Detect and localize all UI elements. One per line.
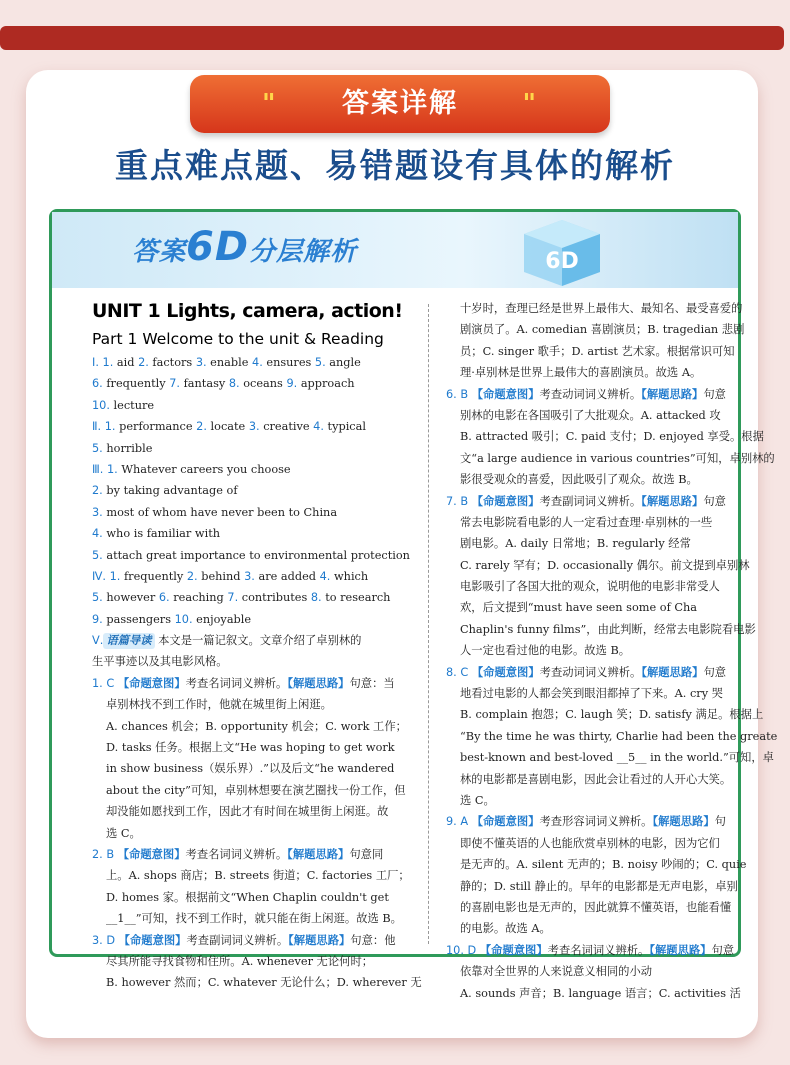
right-explanations <box>446 298 778 1004</box>
explanation-line: 尽其所能寻找食物和住所。A. whenever 无论何时； <box>106 954 374 968</box>
item-number: 5. <box>92 548 103 562</box>
document-header-title <box>132 224 357 270</box>
item-number: 8. <box>228 377 240 391</box>
explanation-line: 地看过电影的人都会笑到眼泪都掉了下来。A. cry 哭 <box>460 687 723 701</box>
item-answer: performance <box>115 420 197 434</box>
item-answer: approach <box>297 377 355 391</box>
answer-line <box>92 480 418 501</box>
item-answer: fantasy <box>180 377 229 391</box>
column-divider <box>428 304 429 944</box>
left-column <box>92 298 422 994</box>
explanation-line: D. tasks 任务。根据上文“He was hoping to get work <box>106 741 395 755</box>
quote-right-icon: " <box>522 89 538 119</box>
explanation-line: 电影吸引了各国大批的观众，说明他的电影非常受人 <box>460 580 720 594</box>
item-answer: frequently <box>102 377 170 391</box>
item-answer: however <box>102 591 159 605</box>
headline: 重点难点题、易错题设有具体的解析 <box>115 146 675 185</box>
item-answer: typical <box>323 420 366 434</box>
item-answer: horrible <box>102 441 153 455</box>
intent-tag: 【命题意图】 <box>471 665 540 679</box>
reading-guide-cont: 生平事迹以及其电影风格。 <box>92 655 228 669</box>
item-number: Ⅰ. 1. <box>92 356 114 369</box>
item-number: 1. C <box>92 676 118 690</box>
explanation-line: B. however 然而；C. whatever 无论什么；D. wherever 无 <box>106 976 422 990</box>
explanation-line: 剧电影。A. daily 日常地；B. regularly 经常 <box>460 537 691 551</box>
intent-tag: 【命题意图】 <box>471 494 540 508</box>
item-answer: behind <box>197 569 245 583</box>
cube-label: 6D <box>545 249 579 274</box>
item-answer: enable <box>206 356 253 369</box>
item-number: 2. <box>196 420 207 434</box>
part-title: Part 1 Welcome to the unit & Reading <box>92 330 384 348</box>
explanation-line: in show business（娱乐界）.”以及后文“he wandered <box>106 762 395 776</box>
item-number: Ⅲ. 1. <box>92 462 118 476</box>
answer-line <box>92 438 418 459</box>
item-number: 2. <box>186 569 198 583</box>
explanation-text: 考查名词词义辨析。 <box>185 847 288 861</box>
item-answer: most of whom have never been to China <box>102 505 338 519</box>
item-answer: creative <box>259 420 314 434</box>
item-number: 7. <box>169 377 181 391</box>
item-number: 6. <box>92 377 103 391</box>
intent-tag: 【命题意图】 <box>471 387 540 401</box>
explanation-head <box>446 662 738 683</box>
left-explanations <box>92 673 422 994</box>
item-answer: passengers <box>102 612 175 626</box>
answer-line <box>92 416 418 437</box>
explanation-head <box>446 940 738 961</box>
explanation-head <box>92 930 418 951</box>
explanation-line: 十岁时，查理已经是世界上最伟大、最知名、最受喜爱的 <box>460 302 743 315</box>
explanation-line: 剧演员了。A. comedian 喜剧演员；B. tragedian 悲剧 <box>460 323 745 337</box>
explanation-line: best-known and best-loved __5__ in the world.”可知，卓 <box>460 751 774 765</box>
item-answer: enjoyable <box>192 612 252 626</box>
item-number: 4. <box>313 420 324 434</box>
idea-tag: 【解题思路】 <box>641 387 704 401</box>
explanation-text: 考查名词词义辨析。 <box>547 943 650 957</box>
explanation-text: 句意 <box>711 943 735 957</box>
intent-tag: 【命题意图】 <box>118 933 187 947</box>
item-answer: angle <box>325 356 361 369</box>
answer-line <box>92 523 418 544</box>
quote-left-icon: " <box>262 89 278 119</box>
unit-title: UNIT 1 Lights, camera, action! <box>92 300 403 322</box>
reading-guide-text: 本文是一篇记叙文。文章介绍了卓别林的 <box>154 634 362 648</box>
item-answer: factors <box>148 356 196 369</box>
explanation-text: 考查动词词义辨析。 <box>539 387 642 401</box>
explanation-text: 句意：他 <box>350 933 396 947</box>
explanation-text: 句意 <box>703 494 726 508</box>
explanation-text: 句意 <box>703 387 726 401</box>
header-title-post: 分层解析 <box>249 237 358 267</box>
idea-tag: 【解题思路】 <box>288 933 351 947</box>
explanation-text: 考查动词词义辨析。 <box>539 665 642 679</box>
explanation-text: 考查副词词义辨析。 <box>186 933 289 947</box>
idea-tag: 【解题思路】 <box>652 815 715 829</box>
explanation-line: C. rarely 罕有；D. occasionally 偶尔。前文提到卓别林 <box>460 558 750 572</box>
item-number: 5. <box>92 441 103 455</box>
item-answer: oceans <box>239 377 287 391</box>
item-answer: which <box>330 569 369 583</box>
item-number: 3. <box>244 569 255 583</box>
reading-guide-tag: 语篇导读 <box>103 633 154 649</box>
right-column <box>446 298 778 1004</box>
header-title-big: 6D <box>186 224 250 270</box>
explanation-line: 静的；D. still 静止的。早年的电影都是无声电影，卓别 <box>460 879 738 893</box>
explanation-line: A. sounds 声音；B. language 语言；C. activities 活 <box>460 986 741 1000</box>
idea-tag: 【解题思路】 <box>641 665 704 679</box>
answer-line <box>92 373 418 394</box>
explanation-line: A. chances 机会；B. opportunity 机会；C. work 工作； <box>106 719 407 733</box>
explanation-line: 选 C。 <box>106 826 141 840</box>
explanation-line: D. homes 家。根据前文“When Chaplin couldn't get <box>106 890 389 904</box>
explanation-line: B. complain 抱怨；C. laugh 笑；D. satisfy 满足。根据上 <box>460 708 764 722</box>
intent-tag: 【命题意图】 <box>117 676 186 690</box>
explanation-line: 的喜剧电影也是无声的，因此就算不懂英语，也能看懂 <box>460 900 732 914</box>
explanation-line: __1__”可知，找不到工作时，就只能在街上闲逛。故选 B。 <box>106 912 402 926</box>
answer-line <box>92 587 418 608</box>
explanation-text: 考查名词词义辨析。 <box>185 676 288 690</box>
explanation-text: 句意 <box>703 665 727 679</box>
explanation-line: 人一定也看过他的电影。故选 B。 <box>460 644 631 658</box>
item-answer: who is familiar with <box>102 527 221 541</box>
item-answer: to research <box>321 591 391 605</box>
item-number: 3. D <box>92 933 119 947</box>
item-answer: contributes <box>238 591 311 605</box>
answer-lines <box>92 352 418 630</box>
item-number: 3. <box>195 356 207 369</box>
item-number: 9. A <box>446 815 472 829</box>
explanation-head <box>92 673 418 694</box>
item-number: 10. D <box>446 943 480 957</box>
explanation-head <box>446 811 738 832</box>
item-number: 9. <box>92 612 103 626</box>
item-number: 7. B <box>446 494 472 508</box>
item-answer: locate <box>206 420 249 434</box>
item-number: 8. C <box>446 665 472 679</box>
explanation-line: 林的电影都是喜剧电影，因此会让看过的人开心大笑。 <box>460 772 732 786</box>
intent-tag: 【命题意图】 <box>471 815 540 829</box>
answer-line <box>92 352 418 373</box>
idea-tag: 【解题思路】 <box>641 494 704 508</box>
explanation-line: 选 C。 <box>460 793 495 807</box>
explanation-head <box>446 491 738 512</box>
banner-title: 答案详解 <box>342 88 458 119</box>
item-number: 10. <box>92 398 110 412</box>
answer-line <box>92 609 418 630</box>
intent-tag: 【命题意图】 <box>479 943 548 957</box>
answer-line <box>92 502 418 523</box>
item-number: Ⅳ. 1. <box>92 569 121 583</box>
item-number: 9. <box>286 377 298 391</box>
item-number: Ⅱ. 1. <box>92 420 116 434</box>
explanation-head <box>92 844 418 865</box>
item-answer: attach great importance to environmental protection <box>102 548 410 562</box>
item-number: 3. <box>248 420 260 434</box>
item-answer: ensures <box>262 356 315 369</box>
item-answer: frequently <box>120 569 187 583</box>
explanation-line: 却没能如愿找到工作，因此才有时间在城里街上闲逛。故 <box>106 805 389 819</box>
item-answer: Whatever careers you choose <box>117 462 291 476</box>
answer-document <box>49 209 778 1000</box>
idea-tag: 【解题思路】 <box>649 943 712 957</box>
explanation-line: 理·卓别林是世界上最伟大的喜剧演员。故选 A。 <box>460 366 702 380</box>
explanation-line: 文“a large audience in various countries”可知，卓别林的 <box>460 451 775 465</box>
item-answer: aid <box>113 356 139 369</box>
answer-line <box>92 395 418 416</box>
answer-line <box>92 459 418 480</box>
idea-tag: 【解题思路】 <box>287 847 350 861</box>
explanation-line: 欢，后文提到“must have seen some of Cha <box>460 601 697 615</box>
explanation-text: 考查形容词词义辨析。 <box>539 815 653 829</box>
explanation-line: 依靠对全世界的人来说意义相同的小动 <box>460 965 653 979</box>
top-bar <box>0 26 784 50</box>
explanation-line: 的电影。故选 A。 <box>460 922 551 936</box>
item-number: 2. B <box>92 847 118 861</box>
explanation-text: 句 <box>714 815 726 829</box>
answer-line <box>92 545 418 566</box>
explanation-line: Chaplin's funny films”，由此判断，经常去电影院看电影 <box>460 622 756 636</box>
item-number: 4. <box>319 569 331 583</box>
item-number: 4. <box>252 356 263 369</box>
document-header <box>52 212 738 288</box>
item-number: 7. <box>227 591 239 605</box>
item-number: 10. <box>174 612 193 626</box>
explanation-head <box>446 384 738 405</box>
item-number: 4. <box>92 527 103 541</box>
explanation-line: 上。A. shops 商店；B. streets 街道；C. factories 工厂； <box>106 869 410 883</box>
item-answer: lecture <box>109 398 155 412</box>
item-answer: are added <box>254 569 320 583</box>
explanation-line: 常去电影院看电影的人一定看过查理·卓别林的一些 <box>460 515 713 529</box>
item-number: 5. <box>92 591 103 605</box>
explanation-text: 句意：当 <box>349 676 395 690</box>
explanation-line: 影很受观众的喜爱，因此吸引了观众。故选 B。 <box>460 473 698 487</box>
explanation-line: 别林的电影在各国吸引了大批观众。A. attacked 攻 <box>460 408 721 422</box>
explanation-line: about the city”可知，卓别林想要在演艺圈找一份工作，但 <box>106 783 406 797</box>
explanation-line: B. attracted 吸引；C. paid 支付；D. enjoyed 享受。根据 <box>460 430 764 444</box>
intent-tag: 【命题意图】 <box>117 847 186 861</box>
idea-tag: 【解题思路】 <box>287 676 350 690</box>
explanation-line: 即使不懂英语的人也能欣赏卓别林的电影，因为它们 <box>460 836 720 850</box>
explanation-line: 卓别林找不到工作时，他就在城里街上闲逛。 <box>106 698 332 712</box>
answer-line <box>92 566 418 587</box>
explanation-text: 句意同 <box>349 847 384 861</box>
6d-cube-icon <box>512 216 612 288</box>
item-number: 8. <box>310 591 322 605</box>
answer-banner <box>190 75 610 133</box>
header-title-pre: 答案 <box>132 237 187 267</box>
item-answer: by taking advantage of <box>102 484 238 498</box>
item-answer: reaching <box>169 591 228 605</box>
item-number: 3. <box>92 505 103 519</box>
explanation-line: 员；C. singer 歌手；D. artist 艺术家。根据常识可知 <box>460 344 735 358</box>
item-number: 5. <box>314 356 326 369</box>
reading-guide: Ⅴ. 语篇导读 本文是一篇记叙文。文章介绍了卓别林的 <box>92 634 362 648</box>
item-number: 2. <box>138 356 149 369</box>
explanation-line: 是无声的。A. silent 无声的；B. noisy 吵闹的；C. quie <box>460 858 747 872</box>
explanation-line: “By the time he was thirty, Charlie had been the greate <box>460 729 778 743</box>
item-number: 6. <box>158 591 170 605</box>
explanation-text: 考查副词词义辨析。 <box>539 494 642 508</box>
item-number: 6. B <box>446 387 472 401</box>
item-number: 2. <box>92 484 103 498</box>
